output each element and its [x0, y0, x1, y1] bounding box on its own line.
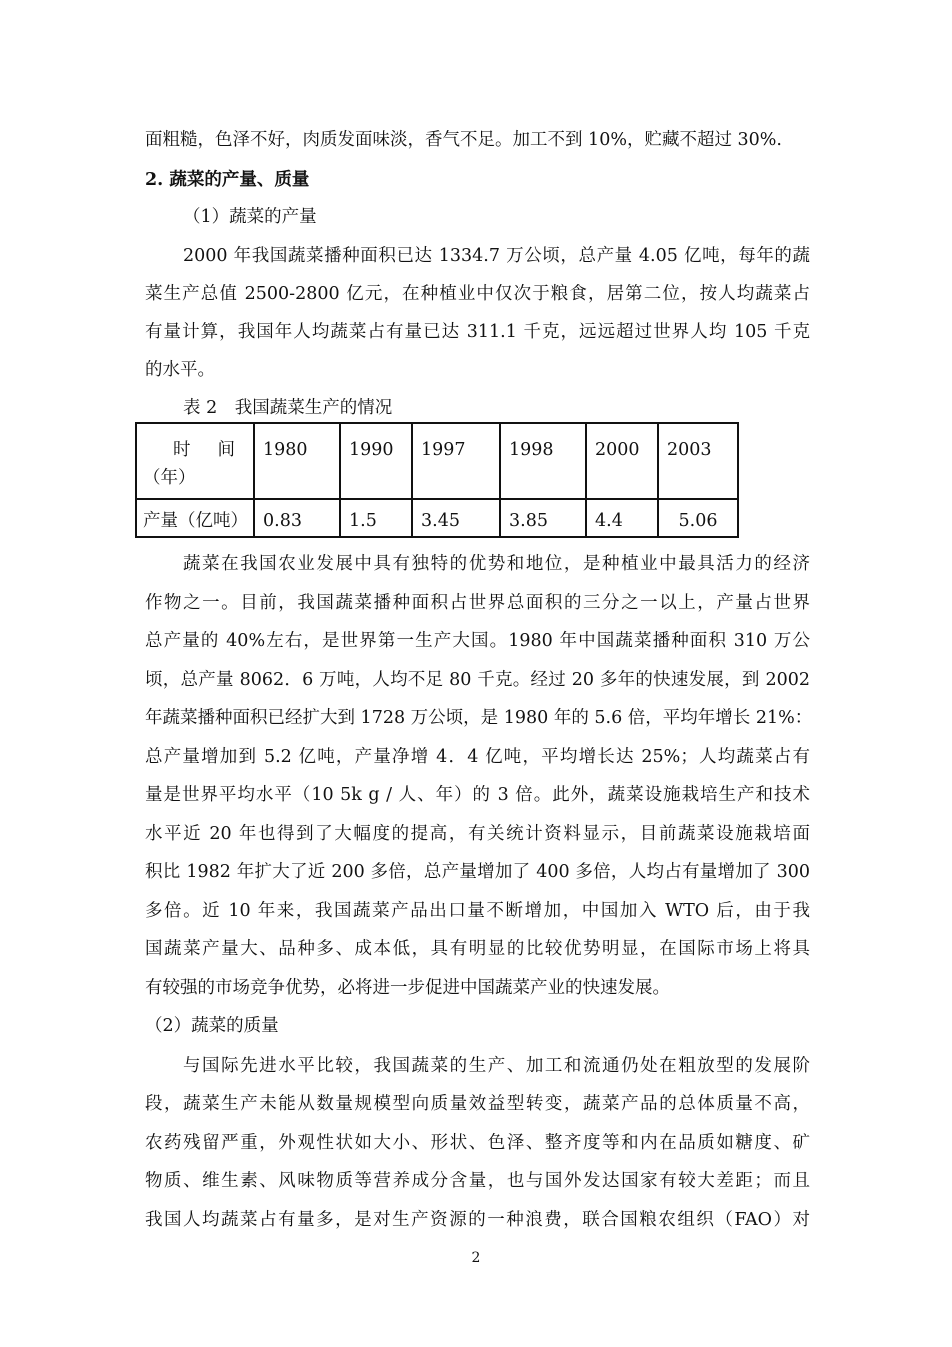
- paragraph-3-line: 农药残留严重，外观性状如大小、形状、色泽、整齐度等和内在品质如糖度、矿: [145, 1133, 810, 1153]
- table-header-label-cell: [136, 423, 254, 499]
- paragraph-1-line: 菜生产总值 2500-2800 亿元，在种植业中仅次于粮食，居第二位，按人均蔬菜占: [145, 284, 810, 304]
- paragraph-2-line: 量是世界平均水平（10 5k g / 人、年）的 3 倍。此外，蔬菜设施栽培生产和技术: [145, 785, 810, 805]
- paragraph-3-line: 物质、维生素、风味物质等营养成分含量，也与国外发达国家有较大差距；而且: [145, 1171, 810, 1191]
- production-table: [135, 422, 739, 538]
- year-cell: 2000: [586, 423, 658, 499]
- table-row: [136, 499, 738, 537]
- paragraph-1-line: 的水平。: [145, 360, 215, 380]
- year-cell: 2003: [658, 423, 738, 499]
- paragraph-3-line: 我国人均蔬菜占有量多，是对生产资源的一种浪费，联合国粮农组织（FAO）对: [145, 1210, 810, 1230]
- paragraph-3-line: 段，蔬菜生产未能从数量规模型向质量效益型转变，蔬菜产品的总体质量不高，: [145, 1094, 810, 1114]
- paragraph-2-line: 积比 1982 年扩大了近 200 多倍，总产量增加了 400 多倍，人均占有量增加了 300: [145, 862, 810, 882]
- table-header-row: [136, 423, 738, 499]
- paragraph-2-line: 蔬菜在我国农业发展中具有独特的优势和地位，是种植业中最具活力的经济: [183, 554, 810, 574]
- value-cell: 4.4: [586, 499, 658, 537]
- paragraph-top-line: 面粗糙，色泽不好，肉质发面味淡，香气不足。加工不到 10%，贮藏不超过 30%.: [145, 130, 782, 150]
- header-label-a: 时: [173, 440, 191, 460]
- sub-heading-quality: （2）蔬菜的质量: [145, 1016, 279, 1036]
- value-cell: 1.5: [340, 499, 412, 537]
- header-label-b: 间: [217, 440, 235, 460]
- paragraph-3-line: 与国际先进水平比较，我国蔬菜的生产、加工和流通仍处在粗放型的发展阶: [183, 1056, 810, 1076]
- paragraph-2-line: 有较强的市场竞争优势，必将进一步促进中国蔬菜产业的快速发展。: [145, 978, 670, 998]
- value-cell: 3.45: [412, 499, 500, 537]
- paragraph-2-line: 总产量的 40%左右，是世界第一生产大国。1980 年中国蔬菜播种面积 310 万公: [145, 631, 810, 651]
- page-number: 2: [471, 1250, 481, 1266]
- value-cell: 0.83: [254, 499, 340, 537]
- paragraph-2-line: 作物之一。目前，我国蔬菜播种面积占世界总面积的三分之一以上，产量占世界: [145, 593, 810, 613]
- year-cell: 1990: [340, 423, 412, 499]
- year-cell: 1998: [500, 423, 586, 499]
- paragraph-2-line: 多倍。近 10 年来，我国蔬菜产品出口量不断增加，中国加入 WTO 后，由于我: [145, 901, 810, 921]
- year-cell: 1980: [254, 423, 340, 499]
- sub-heading-production: （1）蔬菜的产量: [183, 207, 317, 227]
- paragraph-2-line: 年蔬菜播种面积已经扩大到 1728 万公顷，是 1980 年的 5.6 倍，平均年增长 21%：: [145, 708, 813, 728]
- row-label-cell: 产量（亿吨）: [136, 499, 254, 537]
- paragraph-2-line: 水平近 20 年也得到了大幅度的提高，有关统计资料显示，目前蔬菜设施栽培面: [145, 824, 810, 844]
- value-cell: 5.06: [658, 499, 738, 537]
- paragraph-1-line: 2000 年我国蔬菜播种面积已达 1334.7 万公顷，总产量 4.05 亿吨，每年的蔬: [183, 246, 810, 266]
- paragraph-2-line: 国蔬菜产量大、品种多、成本低，具有明显的比较优势明显，在国际市场上将具: [145, 939, 810, 959]
- header-label-c: （年）: [143, 468, 196, 488]
- paragraph-1-line: 有量计算，我国年人均蔬菜占有量已达 311.1 千克，远远超过世界人均 105 千克: [145, 322, 810, 342]
- year-cell: 1997: [412, 423, 500, 499]
- paragraph-2-line: 顷，总产量 8062．6 万吨，人均不足 80 千克。经过 20 多年的快速发展，到 2002: [145, 670, 810, 690]
- document-page: [143, 0, 813, 1347]
- section-heading: 2. 蔬菜的产量、质量: [145, 170, 310, 190]
- value-cell: 3.85: [500, 499, 586, 537]
- table-caption: 表 2 我国蔬菜生产的情况: [183, 398, 393, 418]
- paragraph-2-line: 总产量增加到 5.2 亿吨，产量净增 4．4 亿吨，平均增长达 25%；人均蔬菜占有: [145, 747, 810, 767]
